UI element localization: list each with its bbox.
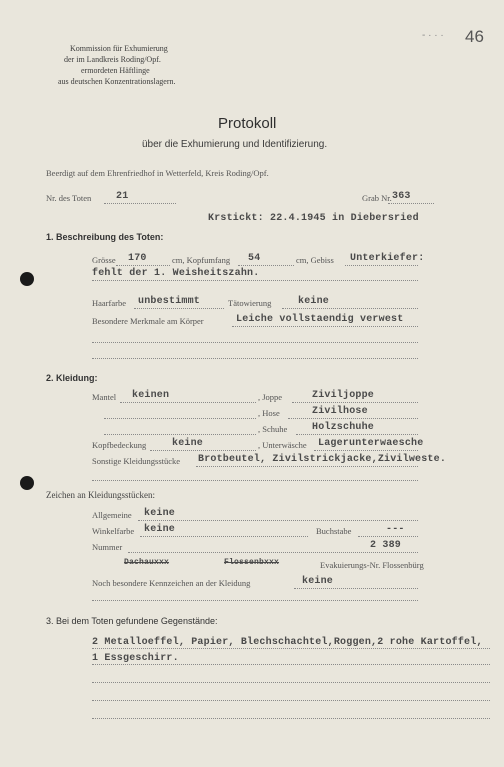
mantel-label: Mantel	[92, 392, 117, 402]
gebiss-value-line2: fehlt der 1. Weisheitszahn.	[92, 268, 260, 279]
haarfarbe-label: Haarfarbe	[92, 298, 126, 308]
zeichen-heading: Zeichen an Kleidungsstücken:	[46, 490, 155, 500]
joppe-label: , Joppe	[258, 392, 283, 402]
commission-line-1: Kommission für Exhumierung	[70, 44, 168, 53]
unterwaesche-label: , Unterwäsche	[258, 440, 307, 450]
haarfarbe-value: unbestimmt	[138, 296, 201, 307]
groesse-label: Grösse	[92, 255, 116, 265]
noch-value: keine	[302, 576, 334, 587]
section-1-heading: 1. Beschreibung des Toten:	[46, 232, 164, 242]
commission-line-3: ermordeten Häftlinge	[81, 66, 150, 75]
stamp-marks: - · · ·	[422, 30, 444, 41]
joppe-value: Ziviljoppe	[312, 390, 375, 401]
allgemeine-value: keine	[144, 508, 176, 519]
merkmale-label: Besondere Merkmale am Körper	[92, 316, 204, 326]
section-2-heading: 2. Kleidung:	[46, 373, 98, 383]
grab-nr-label: Grab Nr.	[362, 193, 392, 203]
buchstabe-label: Buchstabe	[316, 526, 352, 536]
toten-nr-label: Nr. des Toten	[46, 193, 92, 203]
page-title: Protokoll	[218, 115, 277, 132]
mantel-value: keinen	[132, 390, 170, 401]
groesse-value: 170	[128, 253, 147, 264]
gebiss-label: cm, Gebiss	[296, 255, 334, 265]
commission-line-4: aus deutschen Konzentrationslagern.	[58, 77, 176, 86]
noch-label: Noch besondere Kennzeichen an der Kleidung	[92, 578, 251, 588]
punch-hole-top	[20, 272, 34, 286]
kopfumfang-value: 54	[248, 253, 261, 264]
nummer-label: Nummer	[92, 542, 123, 552]
schuhe-value: Holzschuhe	[312, 422, 375, 433]
winkelfarbe-value: keine	[144, 524, 176, 535]
hose-label: , Hose	[258, 408, 280, 418]
found-items-line-1: 2 Metalloeffel, Papier, Blechschachtel,Roggen,2 rohe Kartoffel,	[92, 637, 483, 648]
section-3-heading: 3. Bei dem Toten gefundene Gegenstände:	[46, 616, 218, 626]
kopfumfang-label: cm, Kopfumfang	[172, 255, 231, 265]
sonstige-value: Brotbeutel, Zivilstrickjacke,Zivilweste.	[198, 454, 447, 465]
allgemeine-label: Allgemeine	[92, 510, 132, 520]
kopfbedeckung-label: Kopfbedeckung	[92, 440, 147, 450]
merkmale-value: Leiche vollstaendig verwest	[236, 314, 404, 325]
commission-line-2: der im Landkreis Roding/Opf.	[64, 55, 161, 64]
winkelfarbe-label: Winkelfarbe	[92, 526, 135, 536]
found-items-line-2: 1 Essgeschirr.	[92, 653, 179, 664]
toten-nr-value: 21	[116, 191, 129, 202]
sonstige-label: Sonstige Kleidungsstücke	[92, 456, 181, 466]
page-subtitle: über die Exhumierung und Identifizierung.	[142, 139, 328, 150]
struck-word-1: Dachauxxx	[124, 558, 170, 567]
burial-line: Beerdigt auf dem Ehrenfriedhof in Wetterfeld, Kreis Roding/Opf.	[46, 168, 269, 178]
grab-nr-value: 363	[392, 191, 411, 202]
nummer-value: 2 389	[370, 540, 402, 551]
schuhe-label: , Schuhe	[258, 424, 288, 434]
struck-word-2: Flossenbxxx	[224, 558, 280, 567]
hose-value: Zivilhose	[312, 406, 368, 417]
evakuierung-label: Evakuierungs-Nr. Flossenbürg	[320, 560, 424, 570]
gebiss-value: Unterkiefer:	[350, 253, 425, 264]
buchstabe-value: ---	[386, 524, 405, 535]
taetowierung-value: keine	[298, 296, 330, 307]
death-note: Krstickt: 22.4.1945 in Diebersried	[208, 213, 419, 224]
page-number: 46	[465, 27, 484, 46]
unterwaesche-value: Lagerunterwaesche	[318, 438, 424, 449]
taetowierung-label: Tätowierung	[228, 298, 272, 308]
punch-hole-bottom	[20, 476, 34, 490]
kopfbedeckung-value: keine	[172, 438, 204, 449]
